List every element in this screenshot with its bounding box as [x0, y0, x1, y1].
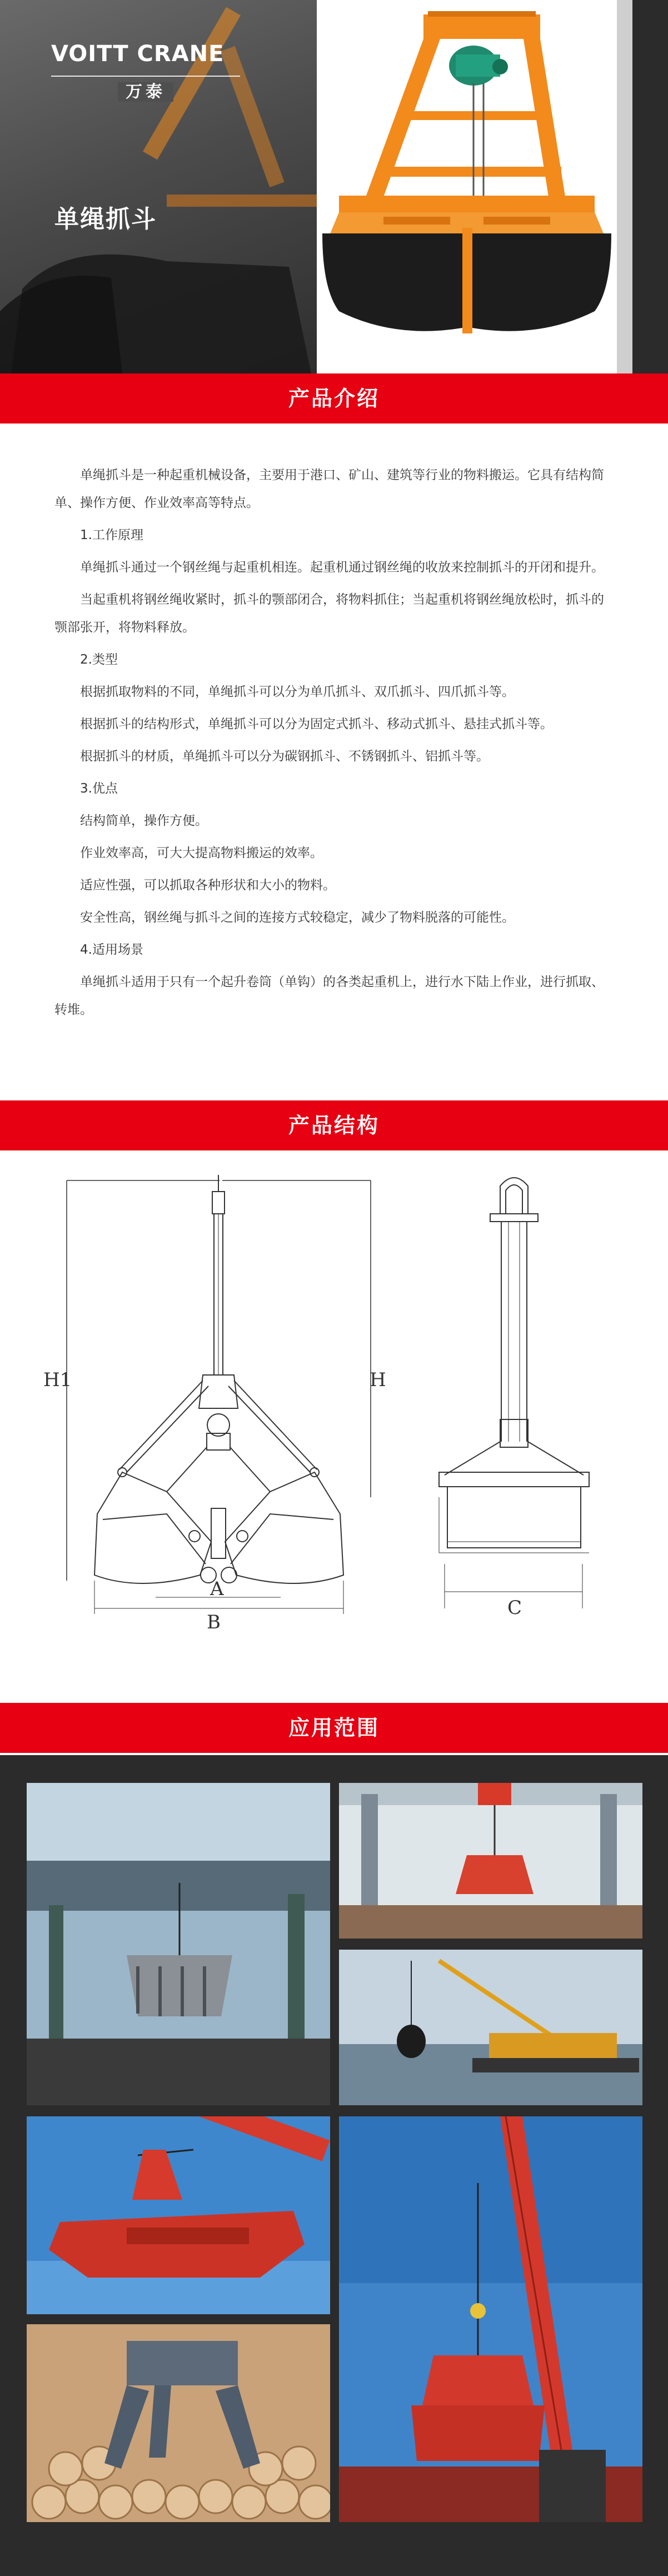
section-title-intro: 产品介绍: [288, 386, 380, 411]
section-title-application: 应用范围: [288, 1716, 380, 1740]
application-photo-steel-plant: [27, 1783, 330, 2105]
section-band-application: [0, 1703, 668, 1753]
intro-line: 结构简单，操作方便。: [80, 814, 208, 828]
intro-line: 适应性强，可以抓取各种形状和大小的物料。: [80, 878, 336, 893]
hero-title: 单绳抓斗: [54, 205, 157, 233]
brand-logo[interactable]: [51, 41, 240, 102]
intro-line: 根据抓斗的材质，单绳抓斗可以分为碳钢抓斗、不锈钢抓斗、铝抓斗等。: [80, 749, 489, 764]
intro-line: 根据抓斗的结构形式，单绳抓斗可以分为固定式抓斗、移动式抓斗、悬挂式抓斗等。: [80, 717, 553, 731]
application-photo-indoor-crane: [339, 1783, 642, 1939]
front-view: [67, 1175, 371, 1614]
intro-heading: 3.优点: [80, 781, 118, 796]
intro-heading: 2.类型: [80, 652, 118, 667]
application-photo-dredger-ship: [339, 1950, 642, 2105]
hero-background: [0, 0, 317, 373]
intro-paragraph: 单绳抓斗是一种起重机械设备，主要用于港口、矿山、建筑等行业的物料搬运。它具有结构简单、操作方便、作业效率高等特点。: [54, 468, 604, 510]
section-band-intro: [0, 373, 668, 423]
grab-product-illustration: [317, 0, 617, 373]
intro-paragraph: 单绳抓斗适用于只有一个起升卷筒（单钩）的各类起重机上，进行水下陆上作业，进行抓取、转堆。: [54, 975, 604, 1017]
intro-paragraph: 当起重机将钢丝绳收紧时，抓斗的颚部闭合，将物料抓住；当起重机将钢丝绳放松时，抓斗的颚部张开，将物料释放。: [54, 592, 604, 635]
intro-line: 作业效率高，可大大提高物料搬运的效率。: [80, 846, 323, 860]
intro-line: 根据抓取物料的不同，单绳抓斗可以分为单爪抓斗、双爪抓斗、四爪抓斗等。: [80, 685, 515, 699]
application-gallery: [0, 1755, 668, 2576]
technical-drawing: [0, 1153, 668, 1653]
application-photo-port-crane: [339, 2116, 642, 2522]
section-title-structure: 产品结构: [288, 1113, 380, 1138]
dimension-label-c: C: [507, 1597, 522, 1619]
application-photo-red-grab-sky: [27, 2116, 330, 2314]
intro-heading: 1.工作原理: [80, 528, 143, 542]
application-photo-log-grab: [27, 2324, 330, 2522]
dimension-label-h1: H1: [43, 1369, 72, 1391]
intro-heading: 4.适用场景: [80, 943, 143, 957]
dimension-label-h: H: [370, 1369, 386, 1391]
intro-paragraph: 单绳抓斗通过一个钢丝绳与起重机相连。起重机通过钢丝绳的收放来控制抓斗的开闭和提升。: [80, 560, 604, 575]
intro-text: [54, 461, 616, 1028]
intro-line: 安全性高，钢丝绳与抓斗之间的连接方式较稳定，减少了物料脱落的可能性。: [80, 910, 515, 925]
dimension-label-a: A: [210, 1578, 224, 1600]
section-band-structure: [0, 1100, 668, 1150]
hero-banner: [0, 0, 668, 373]
structure-drawing: [0, 1153, 668, 1653]
hero-product-image: [317, 0, 617, 373]
hero-side-strip: [617, 0, 668, 373]
side-view: [439, 1178, 589, 1608]
dimension-label-b: B: [207, 1611, 221, 1633]
logo-main-text: VOITT CRANE: [51, 41, 225, 67]
logo-rule: [51, 76, 240, 77]
logo-sub-text: 万泰: [51, 78, 240, 102]
